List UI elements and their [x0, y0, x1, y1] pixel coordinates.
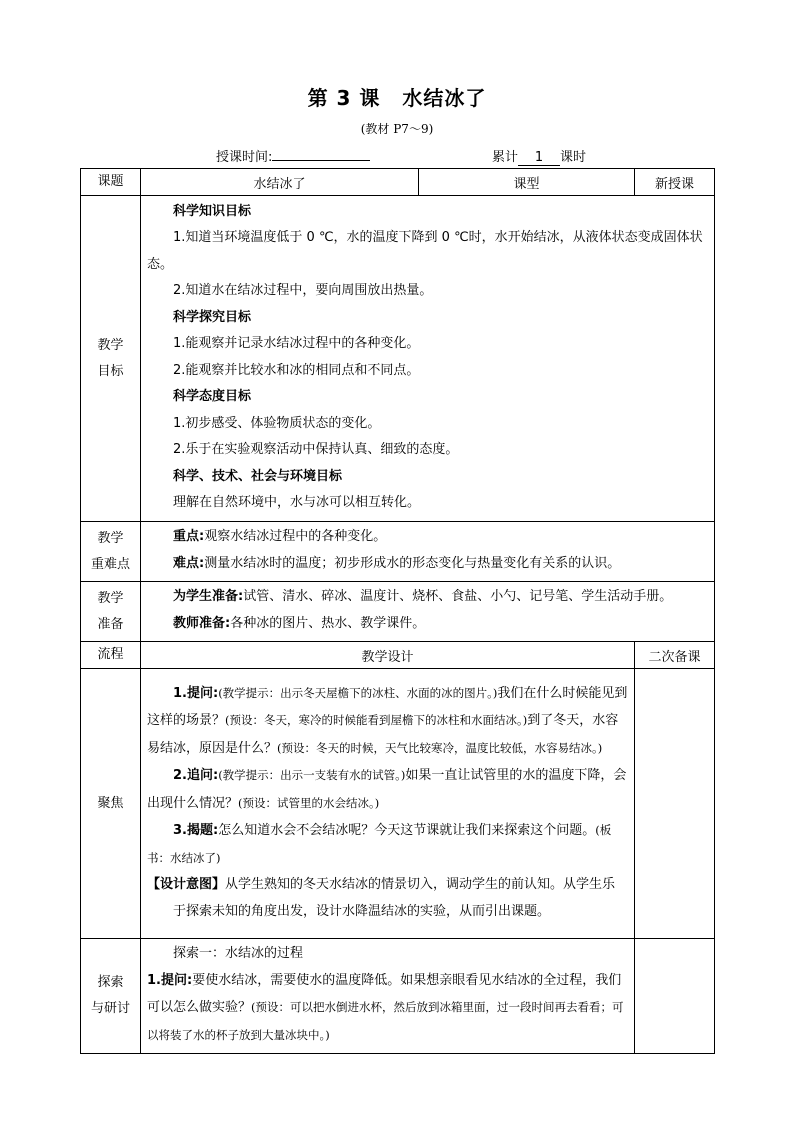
total-unit: 课时 [560, 150, 587, 165]
table-row [81, 642, 715, 669]
lesson-name: 水结冰了 [402, 86, 487, 110]
objective-item: 2.乐于在实验观察活动中保持认真、细致的态度。 [173, 442, 459, 457]
lesson-plan-table [80, 168, 715, 1054]
prep-content [141, 582, 715, 642]
table-row [81, 196, 715, 522]
focus-label: 聚焦 [81, 669, 141, 939]
topic-value: 水结冰了 [141, 169, 419, 196]
key-point: 重点:观察水结冰过程中的各种变化。 [173, 529, 387, 544]
focus-notes [635, 669, 715, 939]
focus-question-2: 2.追问:(教学提示：出示一支装有水的试管。)如果一直让试管里的水的温度下降，会出现什么情况？(预设：试管里的水会结冰。) [147, 768, 627, 811]
objectives-label: 教学 目标 [81, 196, 141, 522]
lesson-number: 3 [336, 86, 352, 110]
objective-item: 2.知道水在结冰过程中，要向周围放出热量。 [173, 283, 433, 298]
student-prep: 为学生准备:试管、清水、碎冰、温度计、烧杯、食盐、小勺、记号笔、学生活动手册。 [173, 589, 673, 604]
objective-heading: 科学知识目标 [173, 203, 252, 219]
focus-question-3: 3.揭题:怎么知道水会不会结冰呢？今天这节课就让我们来探索这个问题。(板书：水结冰了) [147, 823, 612, 865]
difficult-point: 难点:测量水结冰时的温度；初步形成水的形态变化与热量变化有关系的认识。 [173, 555, 621, 571]
explore-content [141, 939, 635, 1054]
objectives-content [141, 196, 715, 522]
objective-item: 1.初步感受、体验物质状态的变化。 [173, 415, 381, 431]
flow-header: 流程 [81, 642, 141, 669]
total-label: 累计 [492, 150, 519, 165]
design-intent: 【设计意图】从学生熟知的冬天水结冰的情景切入，调动学生的前认知。从学生乐于探索未知的角度出发，设计水降温结冰的实验，从而引出课题。 [147, 877, 616, 919]
objective-item: 2.能观察并比较水和冰的相同点和不同点。 [173, 362, 420, 378]
explore-notes [635, 939, 715, 1054]
table-row [81, 582, 715, 642]
objective-item: 1.知道当环境温度低于 0 ℃，水的温度下降到 0 ℃时，水开始结冰，从液体状态变成固体状态。 [147, 230, 703, 272]
objective-heading: 科学、技术、社会与环境目标 [173, 468, 343, 484]
objective-item: 1.能观察并记录水结冰过程中的各种变化。 [173, 336, 420, 351]
keypoints-content [141, 522, 715, 582]
objective-heading: 科学态度目标 [173, 389, 252, 404]
table-row [81, 169, 715, 196]
table-row [81, 522, 715, 582]
notes-header: 二次备课 [635, 642, 715, 669]
table-row [81, 669, 715, 939]
objective-item: 理解在自然环境中，水与冰可以相互转化。 [173, 495, 421, 510]
explore-question-1: 1.提问:要使水结冰，需要使水的温度降低。如果想亲眼看见水结冰的全过程，我们可以怎么做实验？(预设：可以把水倒进水杯，然后放到冰箱里面，过一段时间再去看看；可以将装了水的杯子放到大量冰块中。) [147, 972, 624, 1042]
prep-label: 教学 准备 [81, 582, 141, 642]
title-prefix: 第 [307, 86, 329, 110]
page-title [0, 82, 794, 111]
design-header: 教学设计 [141, 642, 635, 669]
explore-subheading: 探索一：水结冰的过程 [173, 946, 304, 961]
teacher-prep: 教师准备:各种冰的图片、热水、教学课件。 [173, 615, 426, 631]
teaching-time [216, 146, 370, 165]
teaching-time-label: 授课时间: [216, 150, 273, 165]
title-unit: 课 [359, 86, 381, 110]
textbook-pages: (教材 P7～9) [360, 122, 434, 136]
explore-label: 探索 与研讨 [81, 939, 141, 1054]
type-label: 课型 [419, 169, 635, 196]
keypoints-label: 教学 重难点 [81, 522, 141, 582]
type-value: 新授课 [635, 169, 715, 196]
focus-content [141, 669, 635, 939]
teaching-time-blank [272, 147, 370, 161]
objective-heading: 科学探究目标 [173, 309, 252, 325]
total-value: 1 [518, 150, 560, 166]
topic-label: 课题 [81, 169, 141, 196]
table-row [81, 939, 715, 1054]
focus-question-1: 1.提问:(教学提示：出示冬天屋檐下的冰柱、水面的冰的图片。)我们在什么时候能见到这样的场景？(预设：冬天，寒冷的时候能看到屋檐下的冰柱和水面结冰。)到了冬天，水容易结冰，原因是什么？(预设：冬天的时候，天气比较寒冷，温度比较低，水容易结冰。) [147, 685, 628, 756]
total-hours [492, 146, 586, 166]
